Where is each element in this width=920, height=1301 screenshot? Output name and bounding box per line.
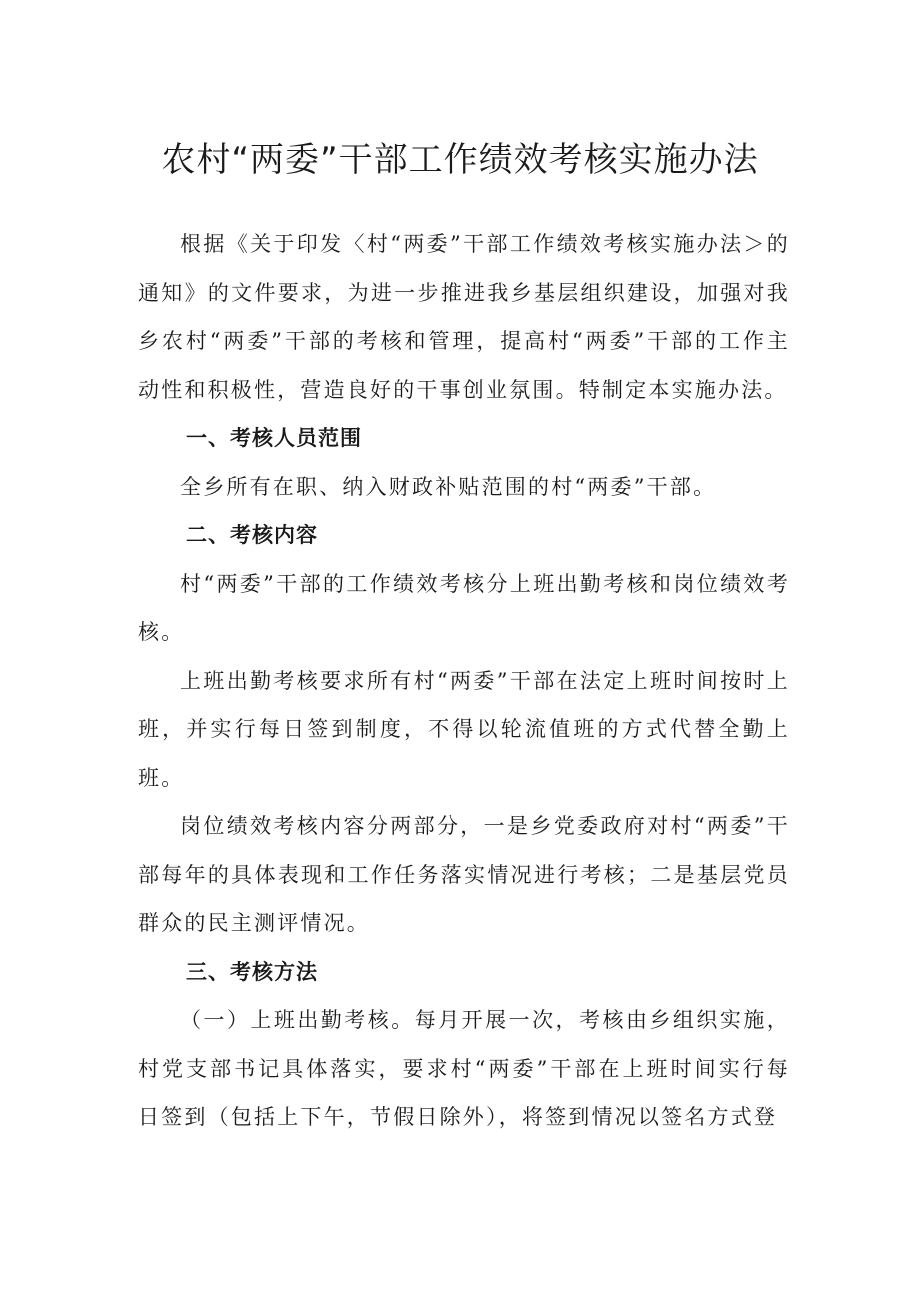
intro-paragraph: 根据《关于印发〈村“两委”干部工作绩效考核实施办法＞的通知》的文件要求，为进一步推进我乡基层组织建设，加强对我乡农村“两委”干部的考核和管理，提高村“两委”干部的工作主动性和积极性，营造良好的干事创业氛围。特制定本实施办法。	[138, 232, 790, 402]
section-heading-content: 二、考核内容	[186, 523, 318, 547]
section-method-paragraph-1: （一）上班出勤考核。每月开展一次，考核由乡组织实施，村党支部书记具体落实，要求村“两委”干部在上班时间实行每日签到（包括上下午，节假日除外），将签到情况以签名方式登	[138, 1008, 790, 1129]
section-heading-method: 三、考核方法	[186, 959, 318, 984]
section-scope-paragraph: 全乡所有在职、纳入财政补贴范围的村“两委”干部。	[180, 474, 717, 499]
section-heading-scope: 一、考核人员范围	[186, 426, 362, 450]
document-body	[138, 220, 790, 1142]
section-content-paragraph-1: 村“两委”干部的工作绩效考核分上班出勤考核和岗位绩效考核。	[138, 571, 790, 644]
section-content-paragraph-2: 上班出勤考核要求所有村“两委”干部在法定上班时间按时上班，并实行每日签到制度，不得以轮流值班的方式代替全勤上班。	[138, 668, 790, 790]
document-title: 农村“两委”干部工作绩效考核实施办法	[161, 140, 759, 180]
section-content-paragraph-3: 岗位绩效考核内容分两部分，一是乡党委政府对村“两委”干部每年的具体表现和工作任务落实情况进行考核；二是基层党员群众的民主测评情况。	[138, 814, 790, 935]
